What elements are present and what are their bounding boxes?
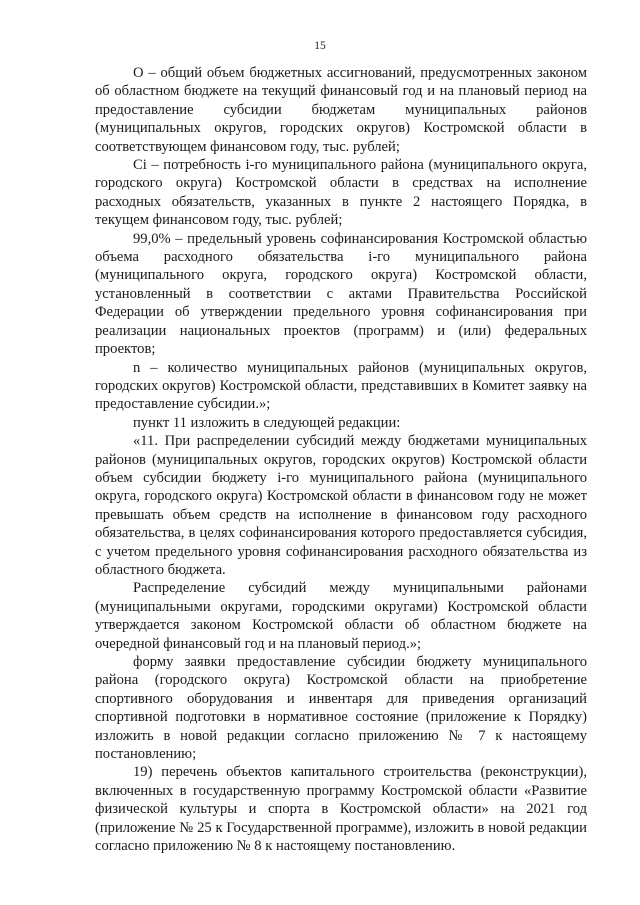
- paragraph-definition-n: n – количество муниципальных районов (муниципальных округов, городских округов) Костромской области, представивших в Комитет заявку на предоставление субсидии.»;: [95, 359, 587, 413]
- paragraph-definition-o: О – общий объем бюджетных ассигнований, предусмотренных законом об областном бюджете на текущий финансовый год и на плановый период на предоставление субсидии бюджетам муниципальных районов (муниципальных округов, городских округов) Костромской области в соответствующем финансовом году, тыс. рублей;: [95, 65, 587, 155]
- document-body: [95, 64, 587, 855]
- paragraph-cofinancing-level: 99,0% – предельный уровень софинансирования Костромской областью объема расходного обязательства i-го муниципального района (муниципального округа, городского округа) Костромской области, установленный в соответствии с актами Правительства Российской Федерации об утверждении предельного уровня софинансирования при реализации национальных проектов (программ) и (или) федеральных проектов;: [95, 230, 587, 358]
- paragraph-definition-ci: Ci – потребность i-го муниципального района (муниципального округа, городского округа) Костромской области в средствах на исполнение расходных обязательств, указанных в пункте 2 настоящего Порядка, в текущем финансовом году, тыс. рублей;: [95, 157, 587, 229]
- paragraph-application-form: форму заявки предоставление субсидии бюджету муниципального района (городского округа) Костромской области на приобретение спортивного оборудования и инвентаря для приведения организаций спортивной подготовки в нормативное состояние (приложение к Порядку) изложить в новой редакции согласно приложению № 7 к настоящему постановлению;: [95, 654, 587, 763]
- page-number: 15: [314, 40, 326, 52]
- paragraph-item-11-intro: пункт 11 изложить в следующей редакции:: [133, 414, 401, 431]
- paragraph-item-19: 19) перечень объектов капитального строительства (реконструкции), включенных в государственную программу Костромской области «Развитие физической культуры и спорта в Костромской области» на 2021 год (приложение № 25 к Государственной программе), изложить в новой редакции согласно приложению № 8 к настоящему постановлению.: [95, 764, 587, 855]
- paragraph-item-11: «11. При распределении субсидий между бюджетами муниципальных районов (муниципальных округов, городских округов) Костромской области объем субсидии бюджету i-го муниципального района (муниципального округа, городского округа) Костромской области в финансовом году не может превышать объем средств на исполнение в финансовом году расходного обязательства, в целях софинансирования которого предоставляется субсидия, с учетом предельного уровня софинансирования расходного обязательства из областного бюджета.: [95, 433, 587, 578]
- paragraph-distribution: Распределение субсидий между муниципальными районами (муниципальными округами, городскими округами) Костромской области утверждается законом Костромской области об областном бюджете на очередной финансовый год и на плановый период.»;: [95, 580, 587, 652]
